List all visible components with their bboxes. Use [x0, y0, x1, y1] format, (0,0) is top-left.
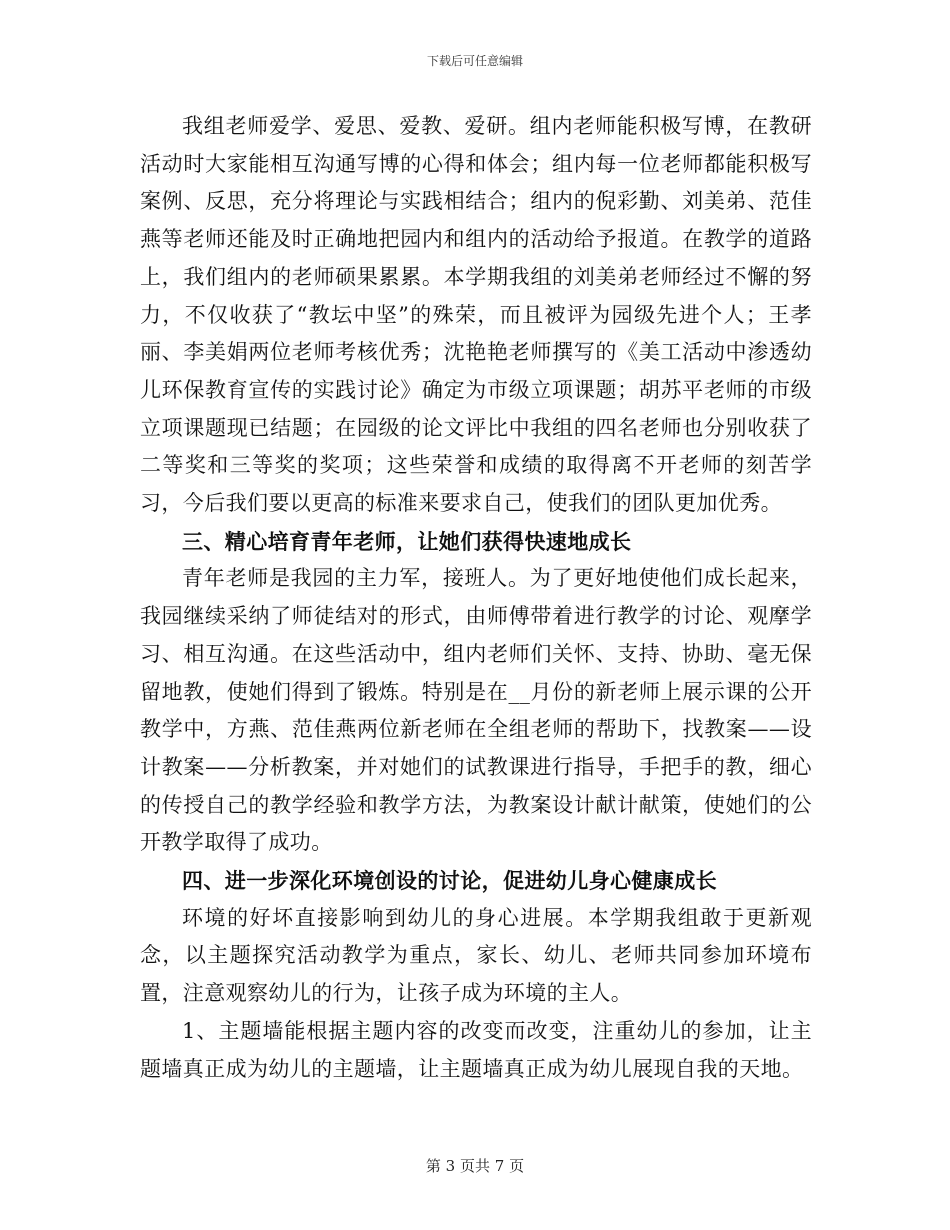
paragraph-environment: 环境的好坏直接影响到幼儿的身心进展。本学期我组敢于更新观念，以主题探究活动教学为重点，家长、幼儿、老师共同参加环境布置，注意观察幼儿的行为，让孩子成为环境的主人。 — [140, 905, 812, 1006]
document-body — [140, 108, 812, 1088]
page-footer: 第 3 页共 7 页 — [425, 1157, 525, 1175]
section-heading-young-teachers: 三、精心培育青年老师，让她们获得快速地成长 — [182, 528, 632, 554]
paragraph-theme-wall: 1、主题墙能根据主题内容的改变而改变，注重幼儿的参加，让主题墙真正成为幼儿的主题墙，让主题墙真正成为幼儿展现自我的天地。 — [140, 1018, 812, 1081]
paragraph-young-teachers: 青年老师是我园的主力军，接班人。为了更好地使他们成长起来，我园继续采纳了师徒结对的形式，由师傅带着进行教学的讨论、观摩学习、相互沟通。在这些活动中，组内老师们关怀、支持、协助、毫无保留地教，使她们得到了锻炼。特别是在__月份的新老师上展示课的公开教学中，方燕、范佳燕两位新老师在全组老师的帮助下，找教案——设计教案——分析教案，并对她们的试教课进行指导，手把手的教，细心的传授自己的教学经验和教学方法，为教案设计献计献策，使她们的公开教学取得了成功。 — [140, 566, 812, 855]
page-header: 下载后可任意编辑 — [426, 54, 523, 68]
paragraph-achievements: 我组老师爱学、爱思、爱教、爱研。组内老师能积极写博，在教研活动时大家能相互沟通写博的心得和体会；组内每一位老师都能积极写案例、反思，充分将理论与实践相结合；组内的倪彩勤、刘美弟、范佳燕等老师还能及时正确地把园内和组内的活动给予报道。在教学的道路上，我们组内的老师硕果累累。本学期我组的刘美弟老师经过不懈的努力，不仅收获了“教坛中坚”的殊荣，而且被评为园级先进个人；王孝丽、李美娟两位老师考核优秀；沈艳艳老师撰写的《美工活动中渗透幼儿环保教育宣传的实践讨论》确定为市级立项课题；胡苏平老师的市级立项课题现已结题；在园级的论文评比中我组的四名老师也分别收获了二等奖和三等奖的奖项；这些荣誉和成绩的取得离不开老师的刻苦学习，今后我们要以更高的标准来要求自己，使我们的团队更加优秀。 — [140, 114, 812, 516]
section-heading-environment: 四、进一步深化环境创设的讨论，促进幼儿身心健康成长 — [182, 868, 717, 894]
